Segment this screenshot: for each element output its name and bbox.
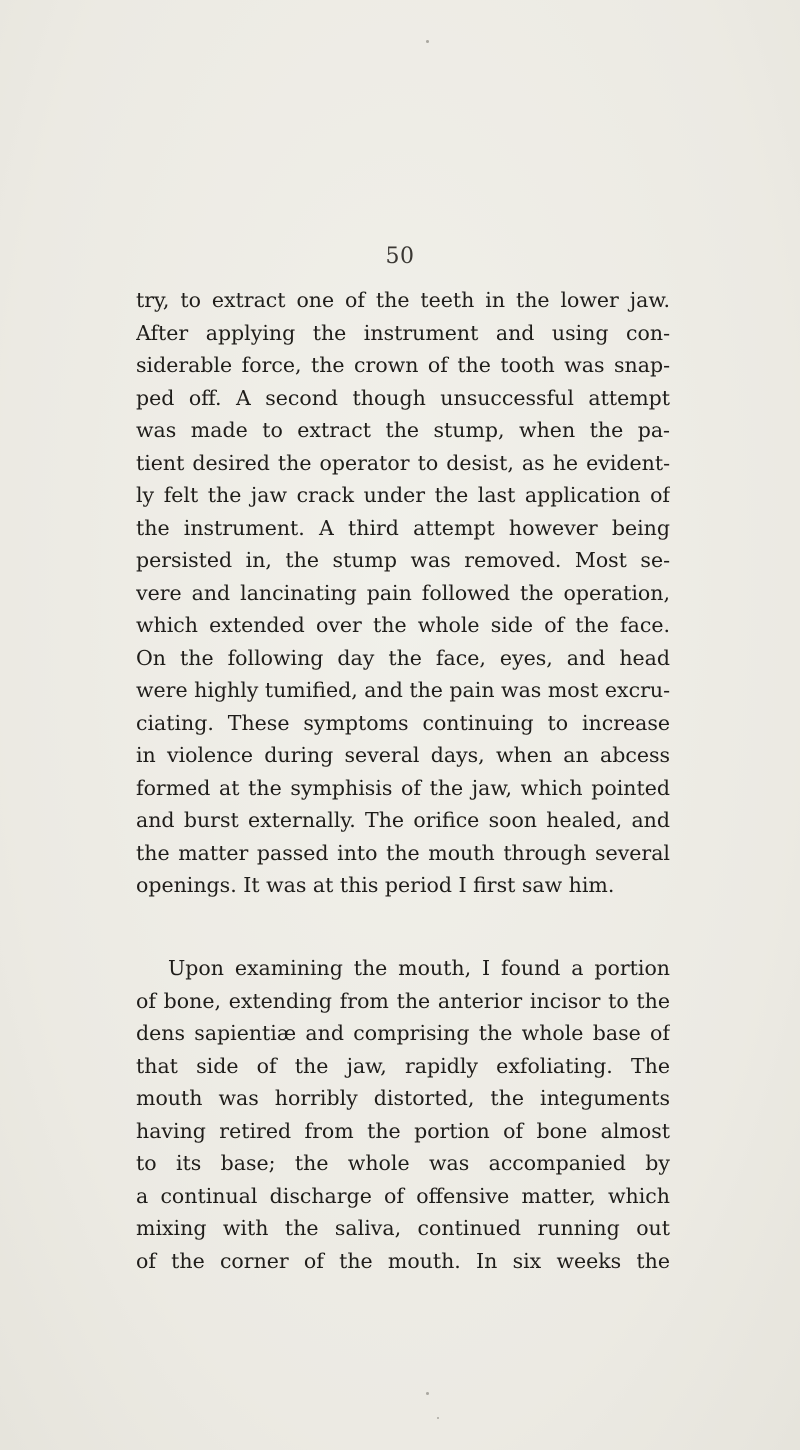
text-line: were highly tumified, and the pain was most excru-	[136, 678, 670, 702]
text-line: formed at the symphisis of the jaw, which pointed	[136, 775, 670, 800]
text-line: mixing with the saliva, continued running out	[136, 1216, 670, 1240]
text-line: vere and lancinating pain followed the operation,	[136, 580, 670, 605]
paper-speck	[437, 1417, 439, 1419]
text-line: On the following day the face, eyes, and head	[136, 645, 670, 670]
text-line: tient desired the operator to desist, as he evident-	[136, 450, 670, 475]
text-line: ly felt the jaw crack under the last application of	[136, 483, 670, 507]
text-line: a continual discharge of offensive matter, which	[136, 1183, 670, 1208]
text-line: mouth was horribly distorted, the integuments	[136, 1086, 670, 1110]
text-line: dens sapientiæ and comprising the whole base of	[136, 1021, 670, 1045]
text-line: Upon examining the mouth, I found a portion	[168, 956, 670, 980]
text-line: siderable force, the crown of the tooth was snap-	[136, 353, 670, 377]
text-line: the matter passed into the mouth through several	[136, 840, 670, 865]
text-line: persisted in, the stump was removed. Most se-	[136, 548, 670, 572]
text-line: the instrument. A third attempt however being	[136, 515, 670, 540]
text-line: of the corner of the mouth. In six weeks the	[136, 1248, 670, 1273]
paragraph-2	[136, 952, 670, 1277]
paper-speck	[426, 40, 429, 43]
text-line: of bone, extending from the anterior incisor to the	[136, 988, 670, 1013]
text-line: try, to extract one of the teeth in the lower jaw.	[136, 288, 670, 312]
text-line: openings. It was at this period I first saw him.	[136, 873, 615, 897]
text-line: in violence during several days, when an abcess	[136, 743, 670, 767]
text-line: to its base; the whole was accompanied by	[136, 1151, 670, 1175]
text-line: ciating. These symptoms continuing to increase	[136, 710, 670, 735]
text-line: ped off. A second though unsuccessful attempt	[136, 385, 670, 410]
paper-speck	[426, 1392, 429, 1395]
text-line: that side of the jaw, rapidly exfoliating. The	[136, 1053, 670, 1078]
text-line: After applying the instrument and using con-	[136, 320, 670, 345]
page-number: 50	[385, 244, 415, 269]
text-line: having retired from the portion of bone almost	[136, 1118, 670, 1143]
text-line: was made to extract the stump, when the pa-	[136, 418, 670, 442]
paragraph-1	[136, 284, 670, 902]
text-line: which extended over the whole side of the face.	[136, 613, 670, 637]
text-line: and burst externally. The orifice soon healed, and	[136, 808, 670, 832]
